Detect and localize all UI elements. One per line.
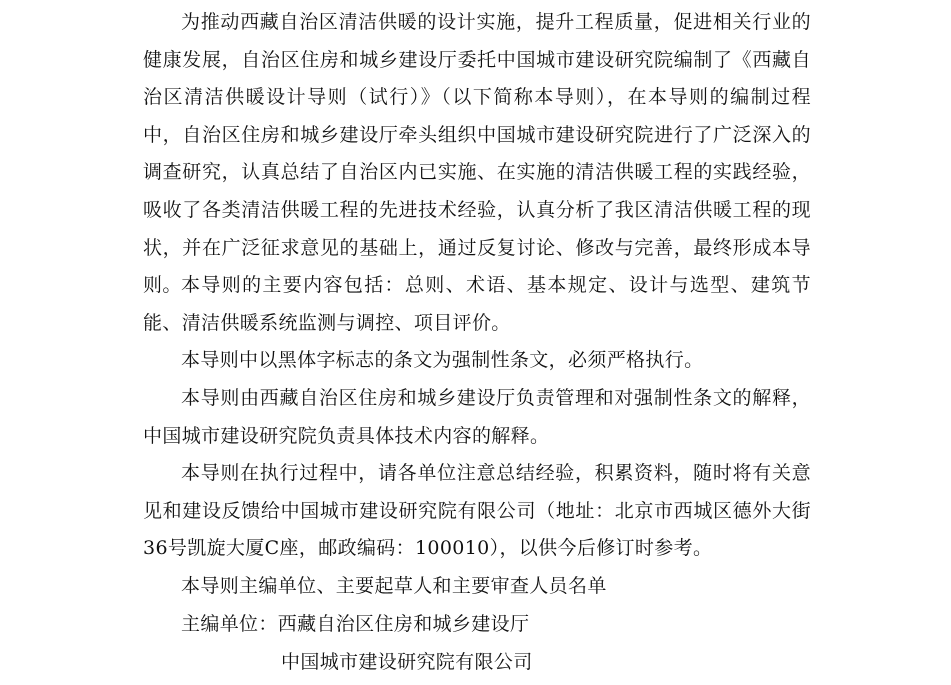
- paragraph-preface: 为推动西藏自治区清洁供暖的设计实施，提升工程质量，促进相关行业的健康发展，自治区住房和城乡建设厅委托中国城市建设研究院编制了《西藏自治区清洁供暖设计导则（试行）》（以下简称本导则），在本导则的编制过程中，自治区住房和城乡建设厅牵头组织中国城市建设研究院进行了广泛深入的调查研究，认真总结了自治区内已实施、在实施的清洁供暖工程的实践经验，吸收了各类清洁供暖工程的先进技术经验，认真分析了我区清洁供暖工程的现状，并在广泛征求意见的基础上，通过反复讨论、修改与完善，最终形成本导则。: [143, 11, 811, 297]
- paragraph-list-heading: 本导则主编单位、主要起草人和主要审查人员名单: [181, 575, 607, 597]
- paragraph-feedback: 本导则在执行过程中，请各单位注意总结经验，积累资料，随时将有关意见和建设反馈给中国城市建设研究院有限公司（地址：北京市西城区德外大街36号凯旋大厦C座，邮政编码：100010），以供今后修订时参考。: [143, 462, 811, 560]
- chief-editor-unit-second: 中国城市建设研究院有限公司: [281, 651, 533, 673]
- paragraph-main-contents: 本导则的主要内容包括：总则、术语、基本规定、设计与选型、建筑节能、清洁供暖系统监测与调控、项目评价。: [143, 274, 811, 334]
- paragraph-mandatory-clauses: 本导则中以黑体字标志的条文为强制性条文，必须严格执行。: [181, 349, 704, 371]
- paragraph-interpretation: 本导则由西藏自治区住房和城乡建设厅负责管理和对强制性条文的解释，中国城市建设研究院负责具体技术内容的解释。: [143, 387, 811, 447]
- chief-editor-unit-line: 主编单位：西藏自治区住房和城乡建设厅: [181, 613, 530, 635]
